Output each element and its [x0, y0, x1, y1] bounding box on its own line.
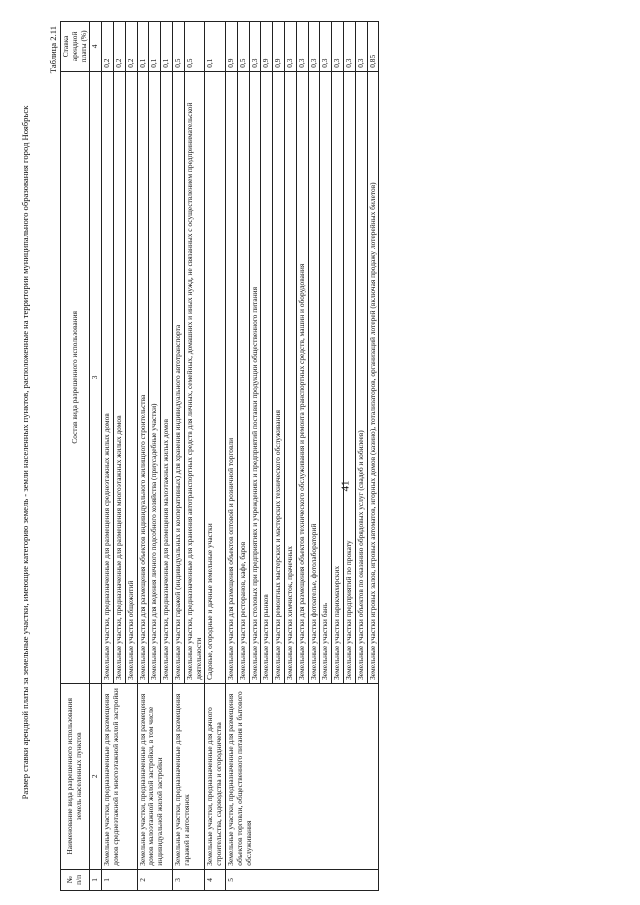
rent-rate: 0,3: [284, 22, 296, 72]
rent-rate: 0,5: [184, 22, 205, 72]
rent-rate: 0,3: [343, 22, 355, 72]
table-row: [172, 22, 184, 891]
use-composition: Земельные участки, предназначенные для размещения многоэтажных жилых домов: [113, 71, 125, 683]
rent-rate: 0,3: [355, 22, 367, 72]
rent-rate: 0,2: [102, 22, 114, 72]
rent-rate: 0,9: [273, 22, 285, 72]
use-composition: Земельные участки бань: [320, 71, 332, 683]
use-composition: Земельные участки для размещения объектов технического обслуживания и ремонта транспортных средств, машин и оборудования: [296, 71, 308, 683]
column-number: 4: [90, 22, 102, 72]
use-composition: Земельные участки игровых залов, игровых автоматов, игорных домов (казино), тотализаторов, организаций лотерей (включая продажу лотерейных билетов): [367, 71, 379, 683]
table-body: [102, 22, 379, 891]
table-header-row: [61, 22, 90, 891]
rent-rate: 0,1: [205, 22, 226, 72]
use-composition: Земельные участки ресторанов, кафе, баров: [237, 71, 249, 683]
use-type-name: Земельные участки, предназначенные для размещения гаражей и автостоянок: [172, 683, 204, 869]
rent-rate: 0,5: [172, 22, 184, 72]
rent-rate: 0,9: [261, 22, 273, 72]
table-label: Таблица 2.11: [48, 26, 58, 74]
rent-rate: 0,1: [149, 22, 161, 72]
row-number: 2: [137, 869, 172, 890]
use-composition: Земельные участки для размещения объектов индивидуального жилищного строительства: [137, 71, 149, 683]
use-composition: Земельные участки гаражей (индивидуальных и кооперативных) для хранения индивидуального автотранспорта: [172, 71, 184, 683]
rent-rate: 0,3: [320, 22, 332, 72]
rent-rate-table: [60, 21, 379, 891]
use-composition: Земельные участки парикмахерских: [332, 71, 344, 683]
rent-rate: 0,3: [249, 22, 261, 72]
use-composition: Земельные участки, предназначенные для размещения среднеэтажных жилых домов: [102, 71, 114, 683]
row-number: 3: [172, 869, 204, 890]
document-title: Размер ставки арендной платы за земельные участки, имеющие категорию земель - земли населенных пунктов, расположенные на территории муниципального образования город Ноябрьск: [20, 105, 30, 800]
rent-rate: 0,5: [237, 22, 249, 72]
use-composition: Земельные участки, предназначенные для хранения автотранспортных средств для личных, семейных, домашних и иных нужд, не связанных с осуществлением предпринимательской деятельности: [184, 71, 205, 683]
use-composition: Земельные участки химчисток, прачечных: [284, 71, 296, 683]
header-composition: Состав вида разрешенного использования: [61, 71, 90, 683]
column-number: 3: [90, 71, 102, 683]
rent-rate: 0,1: [161, 22, 173, 72]
rent-rate: 0,3: [308, 22, 320, 72]
rent-rate: 0,3: [332, 22, 344, 72]
row-number: 1: [102, 869, 137, 890]
use-composition: Земельные участки рынков: [261, 71, 273, 683]
page-number: 41: [339, 480, 352, 492]
rent-rate: 0,1: [137, 22, 149, 72]
table-row: [225, 22, 237, 891]
rent-rate: 0,9: [225, 22, 237, 72]
use-composition: Земельные участки ремонтных мастерских и мастерских технического обслуживания: [273, 71, 285, 683]
use-type-name: Земельные участки, предназначенные для размещения домов среднеэтажной и многоэтажной жилой застройки: [102, 683, 137, 869]
column-number-row: [90, 22, 102, 891]
use-composition: Земельные участки столовых при предприятиях и учреждениях и предприятий поставки продукции общественного питания: [249, 71, 261, 683]
rent-rate: 0,2: [113, 22, 125, 72]
header-num: № п/п: [61, 869, 90, 890]
use-composition: Земельные участки фотоателье, фотолабораторий: [308, 71, 320, 683]
column-number: 1: [90, 869, 102, 890]
use-type-name: Земельные участки, предназначенные для размещения объектов торговли, общественного питания и бытового обслуживания: [225, 683, 378, 869]
rent-rate: 0,2: [125, 22, 137, 72]
table-row: [102, 22, 114, 891]
use-composition: Земельные участки для ведения личного подсобного хозяйства (приусадебные участки): [149, 71, 161, 683]
rent-rate: 0,3: [296, 22, 308, 72]
row-number: 5: [225, 869, 378, 890]
use-composition: Садовые, огородные и дачные земельные участки: [205, 71, 226, 683]
use-composition: Земельные участки общежитий: [125, 71, 137, 683]
column-number: 2: [90, 683, 102, 869]
row-number: 4: [205, 869, 226, 890]
rent-rate: 0,85: [367, 22, 379, 72]
use-composition: Земельные участки, предназначенные для размещения малоэтажных жилых домов: [161, 71, 173, 683]
use-type-name: Земельные участки, предназначенные для размещения домов малоэтажной жилой застройки, в том числе индивидуальной жилой застройки: [137, 683, 172, 869]
header-rate: Ставка арендной платы (%): [61, 22, 90, 72]
table-row: [137, 22, 149, 891]
table-row: [205, 22, 226, 891]
use-composition: Земельные участки предприятий по прокату: [343, 71, 355, 683]
header-name: Наименование вида разрешенного использования земель населенных пунктов: [61, 683, 90, 869]
use-type-name: Земельные участки, предназначенные для дачного строительства, садоводства и огородничества: [205, 683, 226, 869]
use-composition: Земельные участки для размещения объектов оптовой и розничной торговли: [225, 71, 237, 683]
use-composition: Земельные участки объектов по оказанию обрядовых услуг (свадеб и юбилеев): [355, 71, 367, 683]
